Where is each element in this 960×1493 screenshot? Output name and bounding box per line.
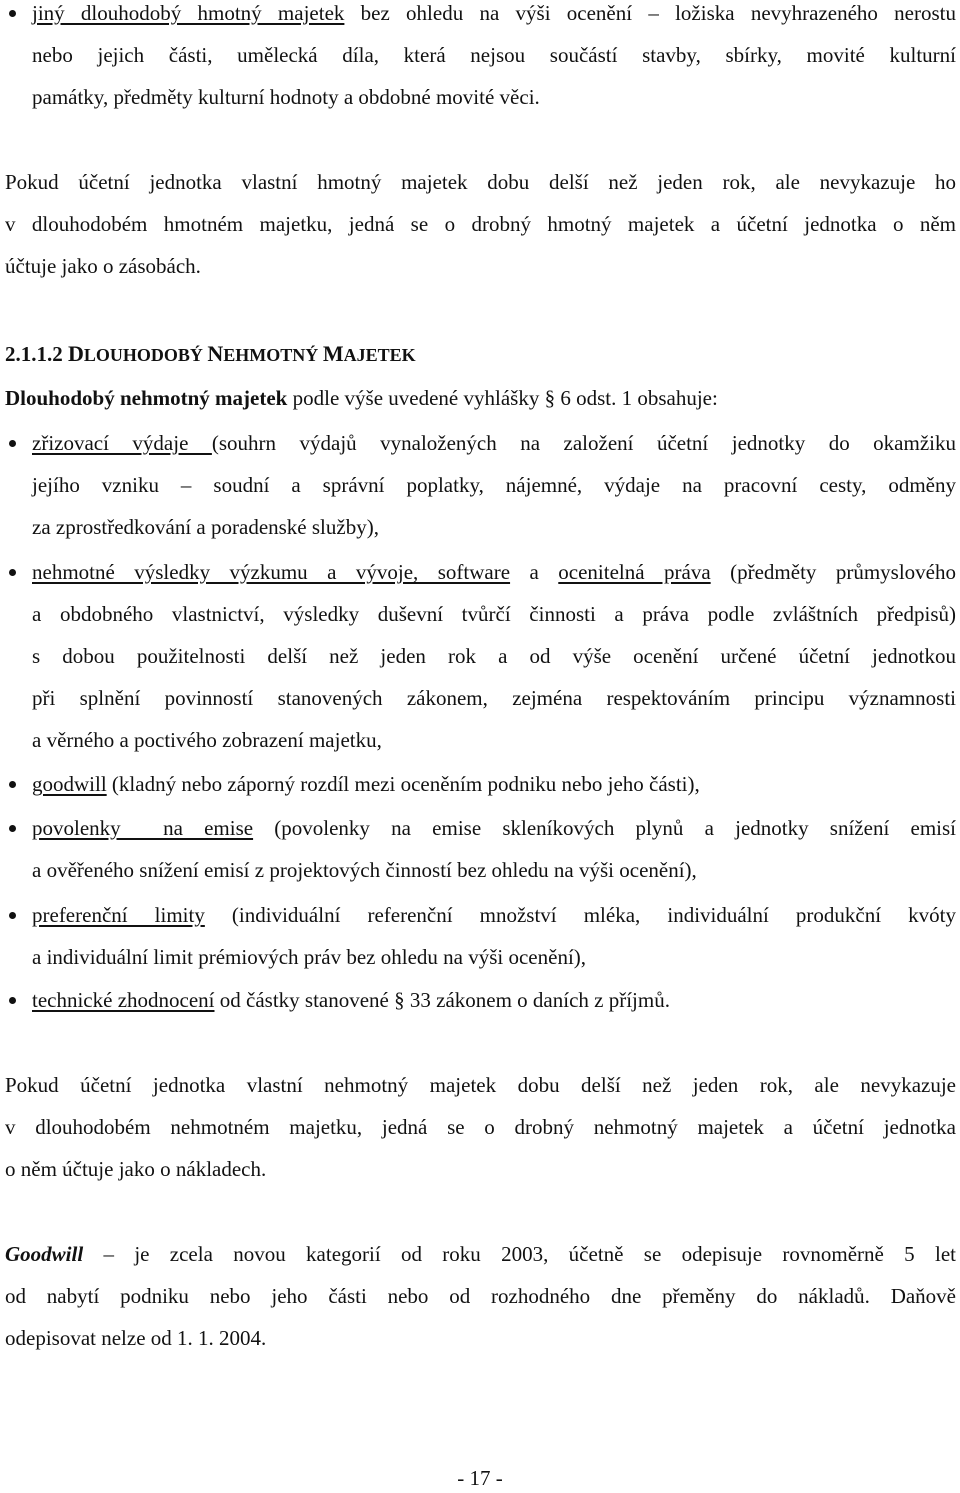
list-item-text: (individuální referenční množství mléka, individuální produkční kvóty: [204, 903, 956, 927]
list-item-povolenky: [32, 807, 956, 891]
section-title-part: D: [68, 341, 84, 366]
list-item-text: s dobou použitelnosti delší než jeden rok a od výše ocenění určené účetní jednotkou: [32, 644, 956, 668]
bullet-icon: [9, 825, 16, 832]
list-item-text: (kladný nebo záporný rozdíl mezi oceněním podniku nebo jeho části),: [106, 772, 700, 796]
list-item-text: (předměty průmyslového: [710, 560, 957, 584]
list-item-nehmotne-vysledky: [32, 551, 956, 761]
bullet-icon: [9, 997, 16, 1004]
link-ocenitelna-prava: ocenitelná práva: [558, 560, 711, 584]
link-zrizovaci-vydaje: zřizovací výdaje: [32, 431, 212, 455]
section-number: 2.1.1.2: [5, 342, 63, 366]
section-title-part: N: [207, 341, 224, 366]
paragraph-line: o něm účtuje jako o nákladech.: [5, 1157, 267, 1181]
list-item-text: při splnění povinností stanovených zákonem, zejména respektováním principu významnosti: [32, 686, 956, 710]
list-item-text: (souhrn výdajů vynaložených na založení účetní jednotky do okamžiku: [211, 431, 956, 455]
bullet-icon: [9, 440, 16, 447]
list-item-text: (povolenky na emise skleníkových plynů a jednotky snížení emisí: [253, 816, 956, 840]
section-title-part: M: [322, 341, 344, 366]
paragraph-drobny-nehmotny: [5, 1064, 956, 1190]
paragraph-drobny-hmotny: [5, 161, 956, 287]
section-title-part: AJETEK: [343, 345, 416, 365]
paragraph-goodwill: [5, 1233, 956, 1359]
paragraph-line: odepisovat nelze od 1. 1. 2004.: [5, 1326, 267, 1350]
intro-text: podle výše uvedené vyhlášky § 6 odst. 1 obsahuje:: [287, 386, 718, 410]
paragraph-line: – je zcela novou kategorií od roku 2003, účetně se odepisuje rovnoměrně 5 let: [83, 1242, 956, 1266]
list-item-text: za zprostředkování a poradenské služby),: [32, 515, 379, 539]
list-item-zrizovaci-vydaje: [32, 422, 956, 548]
link-goodwill: goodwill: [32, 772, 107, 796]
list-item-technicke-zhodnoceni: [32, 979, 956, 1021]
list-item-text: a individuální limit prémiových práv bez ohledu na výši ocenění),: [32, 945, 587, 969]
paragraph-line: účtuje jako o zásobách.: [5, 254, 201, 278]
paragraph-line: v dlouhodobém hmotném majetku, jedná se o drobný hmotný majetek a účetní jednotka o něm: [5, 212, 956, 236]
list-item-text: a: [510, 560, 559, 584]
section-heading: [5, 333, 956, 376]
link-nehmotne-vysledky: nehmotné výsledky výzkumu a vývoje, software: [32, 560, 511, 584]
list-item-preferencni-limity: [32, 894, 956, 978]
paragraph-line: Pokud účetní jednotka vlastní hmotný majetek dobu delší než jeden rok, ale nevykazuje ho: [5, 170, 956, 194]
list-item-text: a věrného a poctivého zobrazení majetku,: [32, 728, 382, 752]
page-number: - 17 -: [457, 1466, 503, 1490]
intro-line: [5, 377, 956, 419]
paragraph-line: v dlouhodobém nehmotném majetku, jedná se o drobný nehmotný majetek a účetní jednotka: [5, 1115, 956, 1139]
link-preferencni-limity: preferenční limity: [32, 903, 205, 927]
list-item-text: a ověřeného snížení emisí z projektových činností bez ohledu na výši ocenění),: [32, 858, 697, 882]
paragraph-line: Pokud účetní jednotka vlastní nehmotný majetek dobu delší než jeden rok, ale nevykazuje: [5, 1073, 956, 1097]
list-item-goodwill: [32, 763, 956, 805]
link-jiny-dlouhodoby-hmotny-majetek: jiný dlouhodobý hmotný majetek: [32, 1, 345, 25]
bullet-icon: [9, 781, 16, 788]
link-technicke-zhodnoceni: technické zhodnocení: [32, 988, 215, 1012]
paragraph-line: od nabytí podniku nebo jeho části nebo od rozhodného dne přeměny do nákladů. Daňově: [5, 1284, 956, 1308]
section-title-part: EHMOTNÝ: [223, 345, 323, 365]
list-item-text: jejího vzniku – soudní a správní poplatky, nájemné, výdaje na pracovní cesty, odměny: [32, 473, 956, 497]
intro-bold: Dlouhodobý nehmotný majetek: [5, 386, 288, 410]
bullet-icon: [9, 10, 16, 17]
list-item-text: a obdobného vlastnictví, výsledky duševní tvůrčí činnosti a práva podle zvláštních předpisů): [32, 602, 956, 626]
list-item-text: nebo jejich části, umělecká díla, která nejsou součástí stavby, sbírky, movité kulturní: [32, 43, 956, 67]
link-povolenky-na-emise: povolenky na emise: [32, 816, 254, 840]
goodwill-term: Goodwill: [5, 1242, 84, 1266]
bullet-icon: [9, 569, 16, 576]
list-item-text: od částky stanovené § 33 zákonem o daních z příjmů.: [214, 988, 670, 1012]
bullet-icon: [9, 912, 16, 919]
list-item-text: bez ohledu na výši ocenění – ložiska nevyhrazeného nerostu: [344, 1, 957, 25]
list-item-hmotny-majetek: [32, 0, 956, 118]
list-item-text: památky, předměty kulturní hodnoty a obdobné movité věci.: [32, 85, 540, 109]
section-title-part: LOUHODOBÝ: [83, 345, 208, 365]
